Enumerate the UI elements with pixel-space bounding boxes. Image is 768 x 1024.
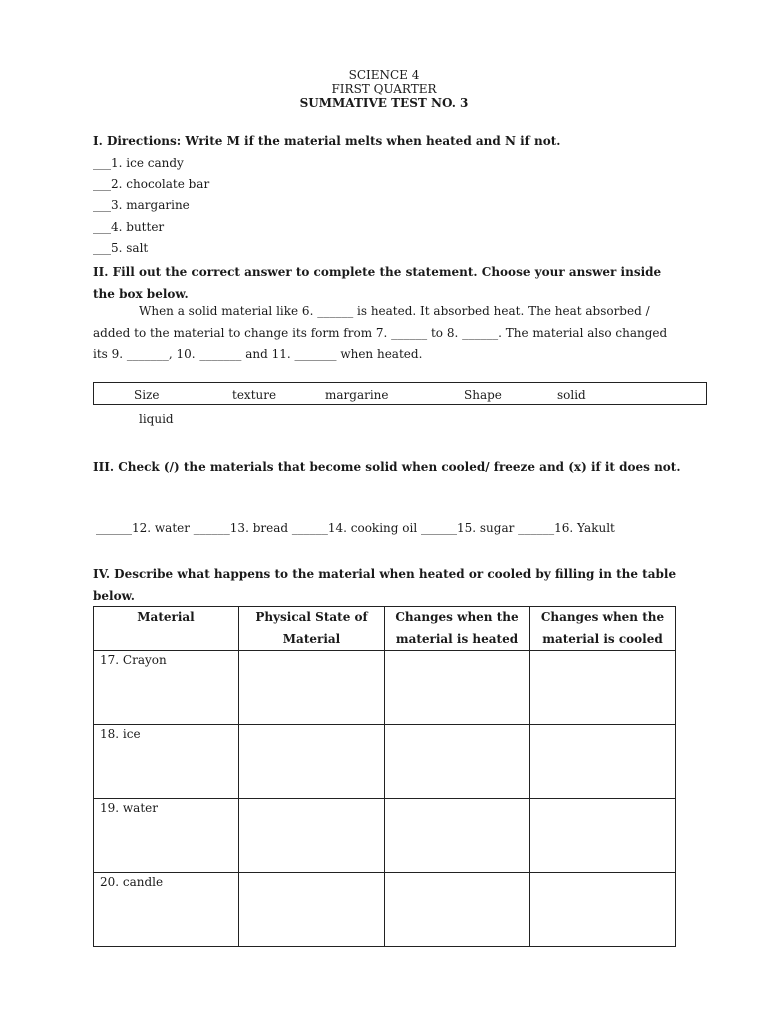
answer-cell[interactable] xyxy=(239,799,385,873)
answer-cell[interactable] xyxy=(385,799,530,873)
table-header-row xyxy=(94,607,676,651)
answer-cell[interactable] xyxy=(385,725,530,799)
answer-cell[interactable] xyxy=(239,873,385,947)
table-row xyxy=(94,725,676,799)
answer-cell[interactable] xyxy=(530,651,676,725)
material-cell: 20. candle xyxy=(94,873,239,947)
test-title: SUMMATIVE TEST NO. 3 xyxy=(299,96,469,110)
column-header: Material xyxy=(94,607,239,651)
material-cell: 18. ice xyxy=(94,725,239,799)
part1-item: ___4. butter xyxy=(93,220,165,234)
choice-word: Size xyxy=(134,388,160,402)
material-table xyxy=(93,606,676,947)
part1-item: ___3. margarine xyxy=(93,198,190,212)
table-row xyxy=(94,651,676,725)
answer-cell[interactable] xyxy=(239,651,385,725)
answer-choice-box xyxy=(93,382,707,405)
part4-directions: IV. Describe what happens to the material when heated or cooled by filling in the table below. xyxy=(93,567,677,603)
test-header xyxy=(0,68,768,110)
material-cell: 17. Crayon xyxy=(94,651,239,725)
table-row xyxy=(94,873,676,947)
part2-directions: II. Fill out the correct answer to complete the statement. Choose your answer inside the box below. xyxy=(93,265,662,301)
column-header: Changes when the material is heated xyxy=(385,607,530,651)
answer-cell[interactable] xyxy=(530,799,676,873)
part2-paragraph: When a solid material like 6. ______ is heated. It absorbed heat. The heat absorbed / added to the material to change its form from 7. ______ to 8. ______. The material also changed its 9. _______, 10. _______ and 11. _______ when heated. xyxy=(93,304,668,361)
answer-cell[interactable] xyxy=(239,725,385,799)
column-header: Changes when the material is cooled xyxy=(530,607,676,651)
subject-title: SCIENCE 4 xyxy=(348,68,420,82)
choice-word: Shape xyxy=(464,388,502,402)
part1-item: ___5. salt xyxy=(93,241,149,255)
material-cell: 19. water xyxy=(94,799,239,873)
quarter-title: FIRST QUARTER xyxy=(331,82,437,96)
table-row xyxy=(94,799,676,873)
answer-cell[interactable] xyxy=(530,725,676,799)
part3-directions: III. Check (/) the materials that become solid when cooled/ freeze and (x) if it does not. xyxy=(93,460,681,474)
column-header: Physical State of Material xyxy=(239,607,385,651)
part3-items: ______12. water ______13. bread ______14. cooking oil ______15. sugar ______16. Yakult xyxy=(96,521,615,535)
answer-cell[interactable] xyxy=(530,873,676,947)
part1-item: ___1. ice candy xyxy=(93,156,184,170)
part1-item: ___2. chocolate bar xyxy=(93,177,210,191)
answer-cell[interactable] xyxy=(385,873,530,947)
answer-cell[interactable] xyxy=(385,651,530,725)
choice-word: margarine xyxy=(325,388,389,402)
choice-word: liquid xyxy=(139,412,174,426)
choice-word: solid xyxy=(557,388,586,402)
part1-directions: I. Directions: Write M if the material melts when heated and N if not. xyxy=(93,134,561,148)
choice-word: texture xyxy=(232,388,277,402)
